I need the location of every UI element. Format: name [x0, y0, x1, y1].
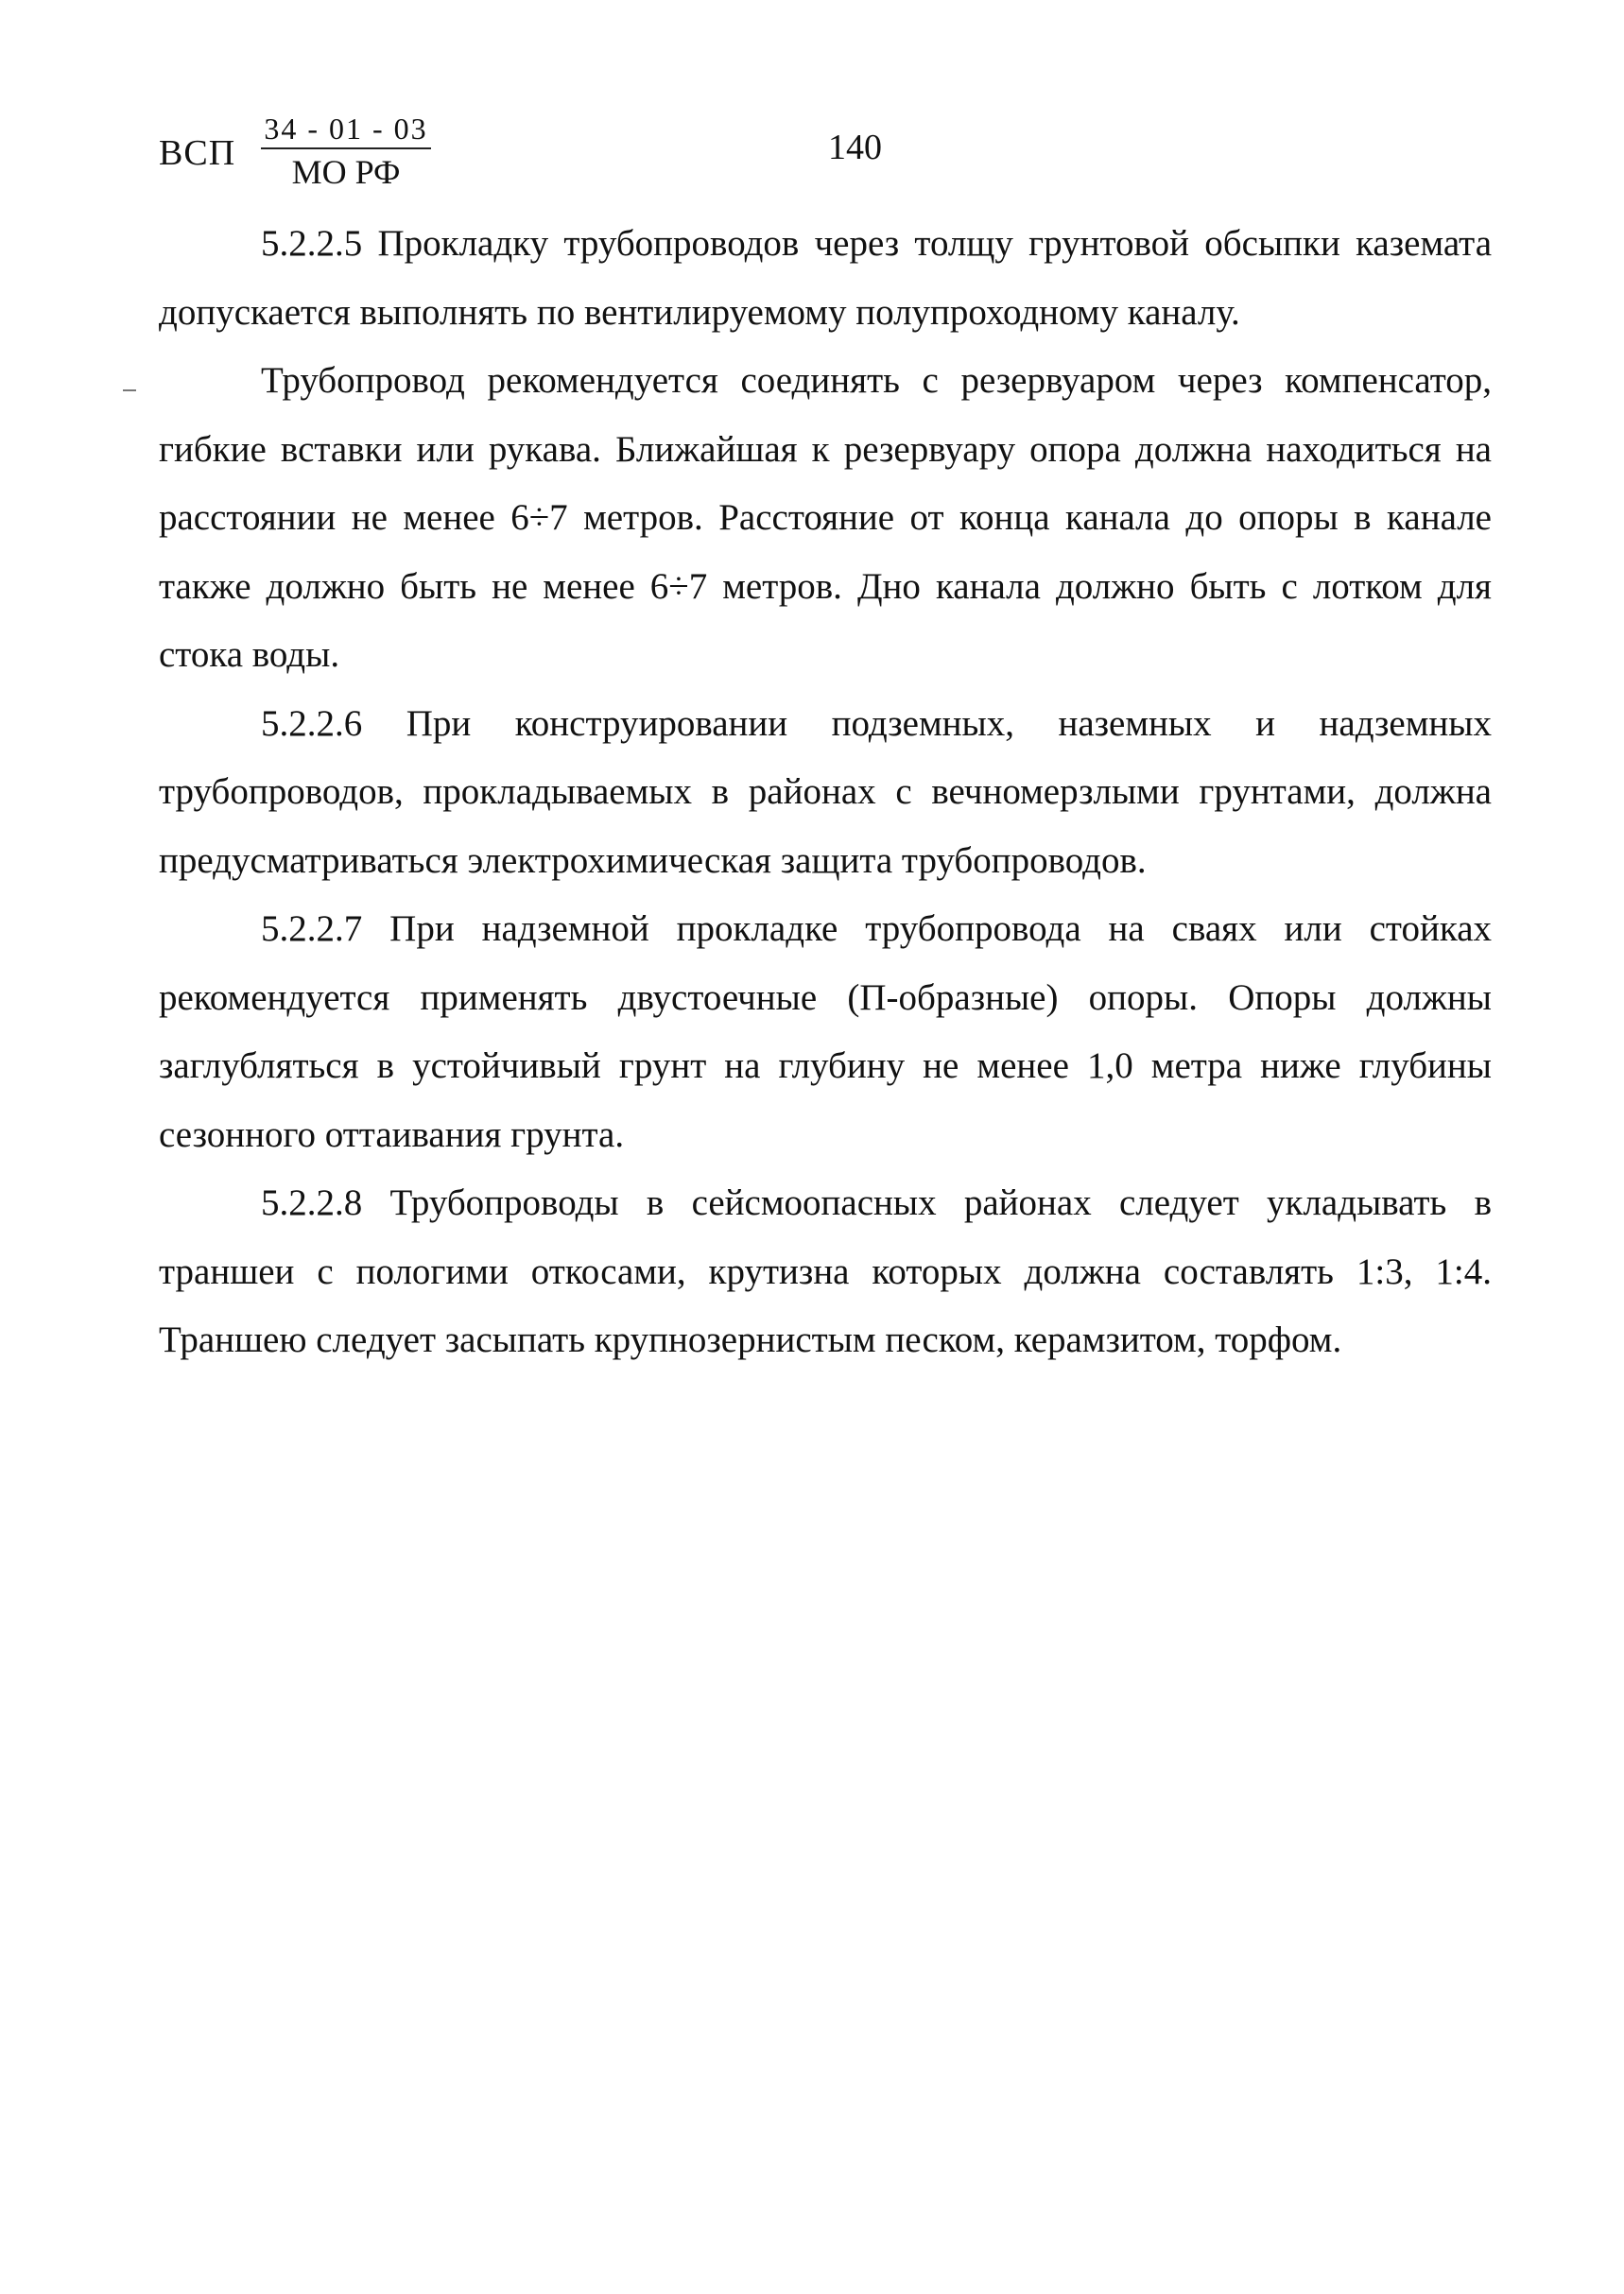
paragraph-5-2-2-6: 5.2.2.6 При конструировании подземных, наземных и надземных трубопроводов, прокладываемых в районах с вечномерзлыми грунтами, должна предусматриваться электрохимическая защита трубопроводов. — [159, 702, 1492, 881]
paragraph-5-2-2-5: 5.2.2.5 Прокладку трубопроводов через толщу грунтовой обсыпки каземата допускается выполнять по вентилируемому полупроходному каналу. — [159, 223, 1492, 333]
page-number: 140 — [828, 128, 882, 167]
paragraph-5-2-2-7: 5.2.2.7 При надземной прокладке трубопровода на сваях или стойках рекомендуется применять двустоечные (П-образные) опоры. Опоры должны заглубляться в устойчивый грунт на глубину не менее 1,0 метра ниже глубины сезонного оттаивания грунта. — [159, 908, 1492, 1155]
document-body — [159, 210, 1492, 1375]
doc-code-number: 34 - 01 - 03 — [264, 112, 428, 146]
fraction-rule — [261, 147, 431, 149]
doc-code-fraction — [261, 112, 431, 191]
paragraph-pipeline-connection: Трубопровод рекомендуется соединять с резервуаром через компенсатор, гибкие вставки или рукава. Ближайшая к резервуару опора должна находиться на расстоянии не менее 6÷7 метров. Расстояние от конца канала до опоры в канале также должно быть не менее 6÷7 метров. Дно канала должно быть с лотком для стока воды. — [159, 360, 1492, 675]
paragraph-5-2-2-8: 5.2.2.8 Трубопроводы в сейсмоопасных районах следует укладывать в траншеи с пологими откосами, крутизна которых должна составлять 1:3, 1:4. Траншею следует засыпать крупнозернистым песком, керамзитом, торфом. — [159, 1182, 1492, 1360]
doc-code-prefix: ВСП — [159, 133, 236, 173]
scan-artifact — [123, 389, 136, 391]
document-header — [159, 112, 499, 206]
doc-code-issuer: МО РФ — [291, 153, 401, 191]
